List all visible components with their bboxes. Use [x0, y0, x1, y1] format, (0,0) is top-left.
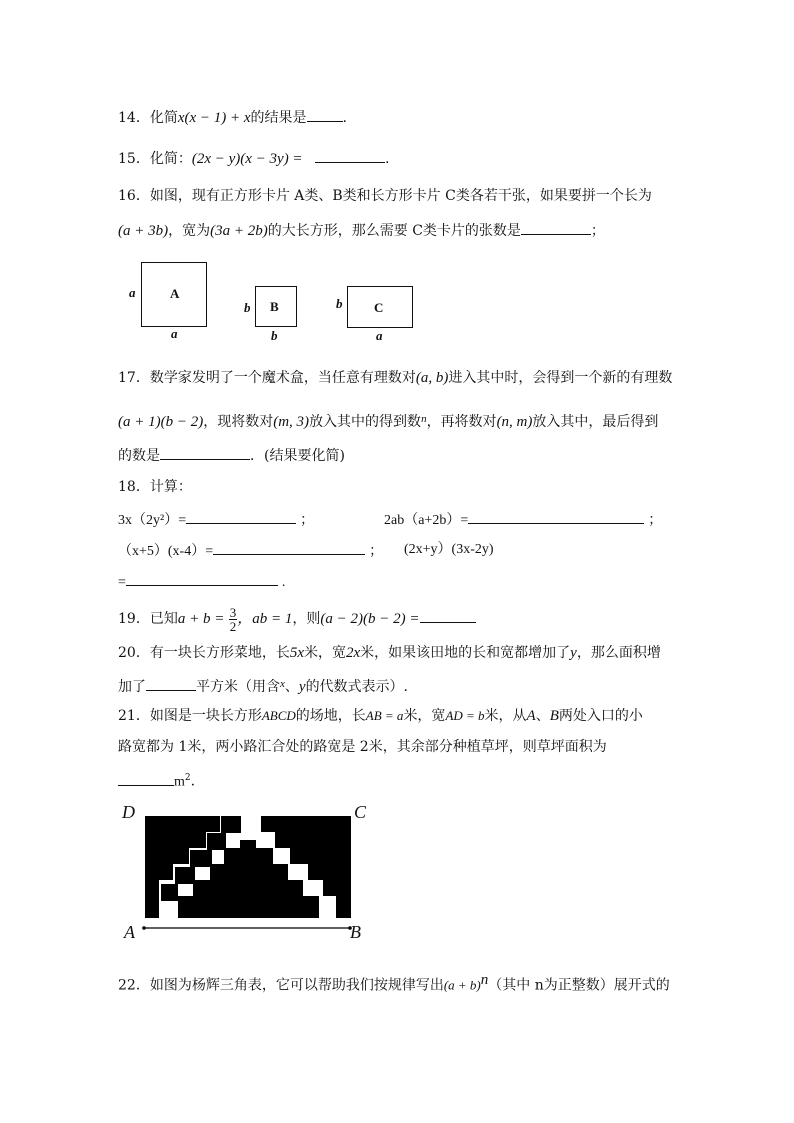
- q19-product-expr: ，ab = 1: [237, 611, 293, 627]
- q16-width-expr: (3a + 2b): [210, 223, 268, 239]
- q18-b-text: 2ab（a+2b）=: [384, 513, 469, 528]
- question-16-line2: [118, 220, 605, 241]
- q19-answer-blank[interactable]: [420, 608, 476, 623]
- q21-unit-sup: 2: [184, 773, 191, 783]
- q17-expression: (a + 1)(b − 2): [118, 414, 204, 430]
- question-14: [118, 107, 347, 128]
- q18-a: [118, 509, 314, 531]
- q16-mid: ，宽为: [168, 223, 211, 239]
- field-label-b: B: [350, 922, 361, 942]
- q21-ad: AD = b: [445, 708, 485, 723]
- q18-c-blank[interactable]: [213, 540, 365, 555]
- question-20-line2: [118, 674, 408, 697]
- q17-line2d: 放入其中，最后得到: [532, 414, 659, 430]
- card-b-label: B: [270, 299, 279, 314]
- q21-answer-blank[interactable]: [118, 771, 174, 786]
- card-c-figure: [334, 286, 418, 346]
- q17-line3a: 的数是: [118, 448, 160, 464]
- card-a-figure: [126, 262, 210, 344]
- field-diagram: [118, 800, 378, 948]
- q16-tail: 的大长方形，那么需要 C类卡片的张数是: [267, 223, 521, 239]
- q19-fraction: [229, 606, 238, 633]
- q18-c: [118, 540, 383, 562]
- q14-expression: x(x − 1) + x: [177, 110, 251, 126]
- q21-end: .: [190, 773, 196, 790]
- q17-line1b: 进入其中时，会得到一个新的有理数: [448, 370, 673, 386]
- q21-line1d: 米，从: [484, 708, 527, 724]
- question-17-line2: [118, 409, 658, 432]
- q19-frac-num: 3: [229, 604, 237, 620]
- card-a-label: A: [170, 286, 180, 301]
- card-a-side-left: a: [129, 285, 136, 300]
- q18-d-text: (2x+y）(3x-2y): [404, 542, 494, 557]
- card-a-side-bottom: a: [171, 326, 178, 341]
- q18-e-dot: .: [281, 575, 286, 590]
- q17-pair-ab: (a, b): [415, 370, 449, 386]
- q19-number: 19．已知: [118, 611, 178, 627]
- point-a: [142, 926, 146, 930]
- q15-expression: (2x − y)(x − 3y) =: [191, 151, 303, 167]
- q18-e: [118, 571, 285, 593]
- q20-line2b: 平方米（用含: [196, 679, 280, 695]
- q19-sum-expr: a + b =: [177, 611, 225, 627]
- question-21-line2: 路宽都为 1米，两小路汇合处的路宽是 2米，其余部分种植草坪，则草坪面积为: [118, 739, 607, 755]
- q19-frac-den: 2: [229, 618, 237, 634]
- q18-d: [404, 540, 494, 560]
- q20-line1b: 米，宽: [304, 645, 346, 661]
- card-c-side-left: b: [336, 296, 343, 311]
- q21-b: B: [549, 708, 559, 724]
- q19-mid: ，则: [292, 611, 321, 627]
- q20-comma: 、: [284, 679, 299, 695]
- q17-line2c: ，再将数对: [426, 414, 497, 430]
- q21-unit: m: [174, 774, 185, 790]
- question-15: [118, 148, 389, 169]
- question-17-line1: [118, 368, 672, 388]
- q20-answer-blank[interactable]: [146, 676, 196, 691]
- q20-y: y: [570, 645, 577, 661]
- q22-line1a: 22．如图为杨辉三角表，它可以帮助我们按规律写出: [118, 977, 444, 994]
- q20-width: 2x: [346, 645, 361, 661]
- field-label-a: A: [124, 922, 135, 942]
- field-diagram-svg: [118, 800, 378, 948]
- q14-suffix: 的结果是: [250, 110, 307, 126]
- q18-c-text: （x+5）(x-4）=: [118, 544, 214, 559]
- question-16-line1: 16．如图，现有正方形卡片 A类、B类和长方形卡片 C类各若干张，如果要拼一个长为: [118, 188, 652, 204]
- q21-abcd: ABCD: [261, 708, 296, 723]
- card-b-figure: [242, 286, 302, 346]
- q17-line2a: ，现将数对: [203, 414, 274, 430]
- q20-line1a: 20．有一块长方形菜地，长: [118, 645, 290, 661]
- q21-ab: AB = a: [365, 708, 404, 723]
- q14-number: 14．化简: [118, 110, 178, 126]
- q20-line2a: 加了: [118, 679, 146, 695]
- q17-answer-blank[interactable]: [160, 445, 250, 460]
- q20-line1d: ，那么面积增: [576, 645, 661, 661]
- q18-a-semi: ；: [300, 513, 315, 528]
- question-21-line3: [118, 768, 195, 793]
- q22-exponent: n: [480, 972, 489, 988]
- q19-target-expr: (a − 2)(b − 2) =: [320, 611, 420, 627]
- q15-answer-blank[interactable]: [315, 148, 385, 163]
- q21-line1c: 米，宽: [403, 708, 446, 724]
- q17-line1: 17．数学家发明了一个魔术盒，当任意有理数对: [118, 370, 416, 386]
- q20-line1c: 米，如果该田地的长和宽都增加了: [360, 645, 571, 661]
- q15-number: 15．化简：: [118, 151, 192, 167]
- q21-line1b: 的场地，长: [295, 708, 366, 724]
- card-c-side-bottom: a: [376, 328, 383, 343]
- card-b-side-left: b: [244, 300, 251, 315]
- q16-length-expr: (a + 3b): [118, 223, 169, 239]
- question-17-line3: [118, 445, 345, 466]
- q18-a-text: 3x（2y²）=: [118, 513, 187, 528]
- q15-end: .: [385, 151, 390, 167]
- q18-e-text: =: [118, 575, 126, 590]
- q21-a: A: [526, 708, 536, 724]
- card-c-label: C: [374, 300, 384, 315]
- q21-line1e: 两处入口的小: [558, 708, 643, 724]
- q20-x-var: x: [280, 678, 285, 690]
- q21-dun: 、: [535, 708, 550, 724]
- q16-answer-blank[interactable]: [521, 220, 591, 235]
- q18-d-blank[interactable]: [126, 571, 278, 586]
- question-22-line1: [118, 970, 670, 996]
- q20-y-var: y: [298, 679, 306, 695]
- q14-answer-blank[interactable]: [307, 107, 343, 122]
- question-20-line1: [118, 643, 661, 663]
- q21-line1a: 21．如图是一块长方形: [118, 708, 262, 724]
- q20-line2c: 的代数式表示）.: [305, 679, 409, 695]
- q17-pair-m3: (m, 3): [273, 414, 310, 430]
- q22-binomial: (a + b): [443, 977, 481, 993]
- q17-n: n: [421, 413, 427, 425]
- q17-pair-nm: (n, m): [496, 414, 533, 430]
- q18-b-semi: ；: [648, 513, 663, 528]
- q18-b-blank[interactable]: [468, 509, 644, 524]
- q17-line2b: 放入其中的得到数: [309, 414, 422, 430]
- card-b-side-bottom: b: [271, 328, 278, 343]
- question-18-title: 18．计算：: [118, 479, 192, 495]
- q16-end: ；: [590, 223, 605, 239]
- q18-c-semi: ；: [369, 544, 384, 559]
- q22-line1b: （其中 n为正整数）展开式的: [488, 977, 670, 994]
- question-21-line1: [118, 706, 643, 726]
- field-label-c: C: [354, 802, 367, 822]
- question-19: [118, 604, 476, 634]
- q17-line3b: ．(结果要化简): [250, 448, 345, 464]
- q14-end: .: [342, 110, 347, 126]
- q18-a-blank[interactable]: [186, 509, 296, 524]
- field-label-d: D: [122, 802, 135, 822]
- q20-length: 5x: [289, 645, 304, 661]
- q18-b: [384, 509, 662, 531]
